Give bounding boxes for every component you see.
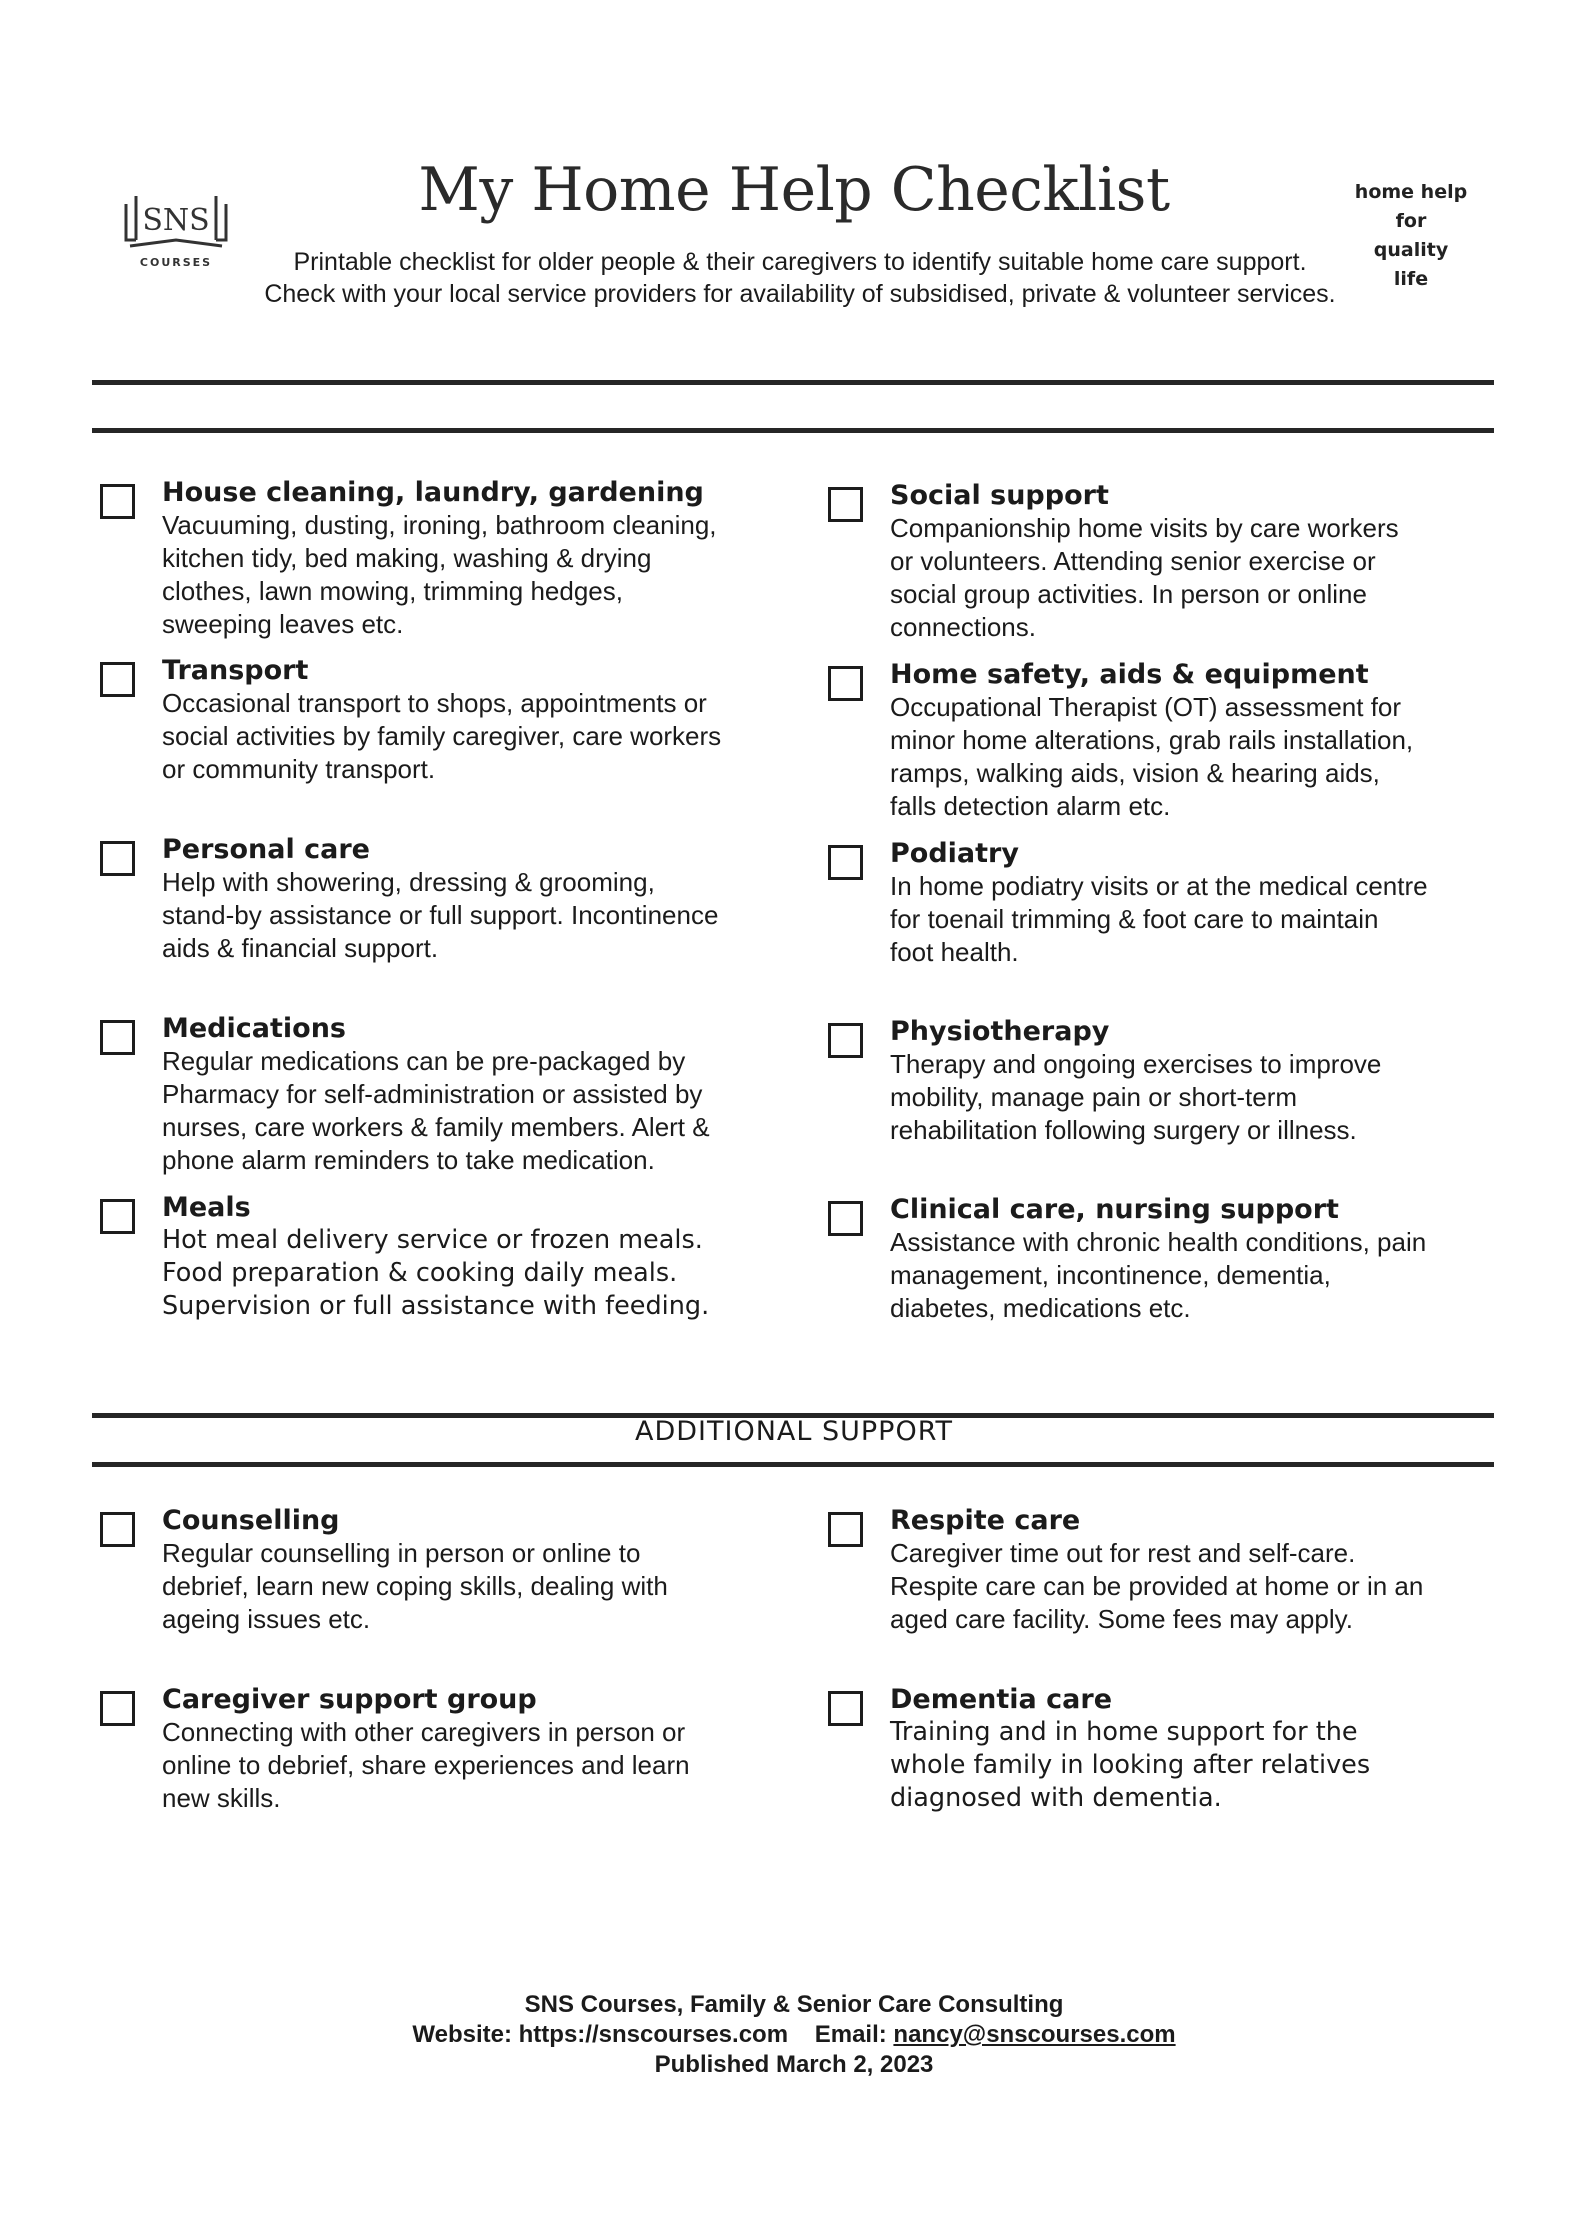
checkbox[interactable] [100,1020,135,1055]
item-description: Assistance with chronic health conditions, pain management, incontinence, dementia, diabetes, medications etc. [890,1227,1427,1323]
tagline-line: life [1393,268,1429,290]
website-link[interactable]: https://snscourses.com [518,2021,789,2048]
tagline [1336,178,1486,294]
item-description: In home podiatry visits or at the medical centre for toenail trimming & foot care to maintain foot health. [890,871,1428,967]
tagline-line: for [1395,210,1427,232]
item-title: Physiotherapy [890,1016,1110,1047]
item-title: Counselling [162,1505,340,1536]
divider [92,1462,1494,1467]
page-subtitle: Printable checklist for older people & their caregivers to identify suitable home care support. Check with your local service providers for availability of subsidised, private & volunteer services. [264,248,1336,308]
footer-contact [0,2020,1588,2050]
checkbox[interactable] [100,1512,135,1547]
website-label: Website: [412,2021,512,2048]
item-title: Transport [162,655,309,686]
item-description: Caregiver time out for rest and self-care. Respite care can be provided at home or in an aged care facility. Some fees may apply. [890,1538,1424,1634]
footer-organization: SNS Courses, Family & Senior Care Consulting [524,1991,1064,2018]
item-description: Hot meal delivery service or frozen meals. Food preparation & cooking daily meals. Supervision or full assistance with feeding. [162,1225,710,1321]
checkbox[interactable] [100,484,135,519]
checkbox[interactable] [828,1512,863,1547]
checkbox[interactable] [828,666,863,701]
item-title: Podiatry [890,838,1019,869]
item-description: Companionship home visits by care workers or volunteers. Attending senior exercise or social group activities. In person or online connections. [890,513,1399,642]
email-label: Email: [814,2021,887,2048]
published-date: Published March 2, 2023 [654,2051,934,2078]
checkbox[interactable] [100,1199,135,1234]
item-description: Connecting with other caregivers in person or online to debrief, share experiences and learn new skills. [162,1717,690,1813]
logo-text: SNS [142,203,210,238]
email-link[interactable]: nancy@snscourses.com [893,2021,1176,2048]
tagline-line: quality [1373,239,1449,261]
checkbox[interactable] [828,1201,863,1236]
logo-subtext: COURSES [139,256,213,269]
item-description: Training and in home support for the whole family in looking after relatives diagnosed with dementia. [890,1717,1371,1813]
footer [0,1990,1588,2080]
checkbox[interactable] [828,487,863,522]
item-description: Occasional transport to shops, appointments or social activities by family caregiver, care workers or community transport. [162,688,722,784]
item-title: Respite care [890,1505,1081,1536]
item-title: Medications [162,1013,346,1044]
divider [92,380,1494,385]
checkbox[interactable] [828,845,863,880]
item-description: Regular counselling in person or online to debrief, learn new coping skills, dealing with ageing issues etc. [162,1538,668,1634]
checkbox[interactable] [100,662,135,697]
item-title: Clinical care, nursing support [890,1194,1339,1225]
section-heading: ADDITIONAL SUPPORT [634,1416,954,1447]
item-title: Personal care [162,834,370,865]
checkbox[interactable] [828,1691,863,1726]
item-description: Therapy and ongoing exercises to improve mobility, manage pain or short-term rehabilitation following surgery or illness. [890,1049,1382,1145]
item-description: Regular medications can be pre-packaged by Pharmacy for self-administration or assisted by nurses, care workers & family members. Alert & phone alarm reminders to take medication. [162,1046,710,1175]
item-description: Help with showering, dressing & grooming, stand-by assistance or full support. Incontinence aids & financial support. [162,867,719,963]
tagline-line: home help [1354,181,1468,203]
page-title: My Home Help Checklist [418,155,1170,225]
item-title: Social support [890,480,1109,511]
checkbox[interactable] [828,1023,863,1058]
item-description: Occupational Therapist (OT) assessment for minor home alterations, grab rails installation, ramps, walking aids, vision & hearing aids, falls detection alarm etc. [890,692,1414,821]
item-title: House cleaning, laundry, gardening [162,477,704,508]
item-title: Dementia care [890,1684,1113,1715]
divider [92,428,1494,433]
checkbox[interactable] [100,1691,135,1726]
item-title: Home safety, aids & equipment [890,659,1369,690]
item-title: Meals [162,1192,251,1223]
checkbox[interactable] [100,841,135,876]
item-title: Caregiver support group [162,1684,537,1715]
item-description: Vacuuming, dusting, ironing, bathroom cleaning, kitchen tidy, bed making, washing & drying clothes, lawn mowing, trimming hedges, sweeping leaves etc. [162,510,717,639]
